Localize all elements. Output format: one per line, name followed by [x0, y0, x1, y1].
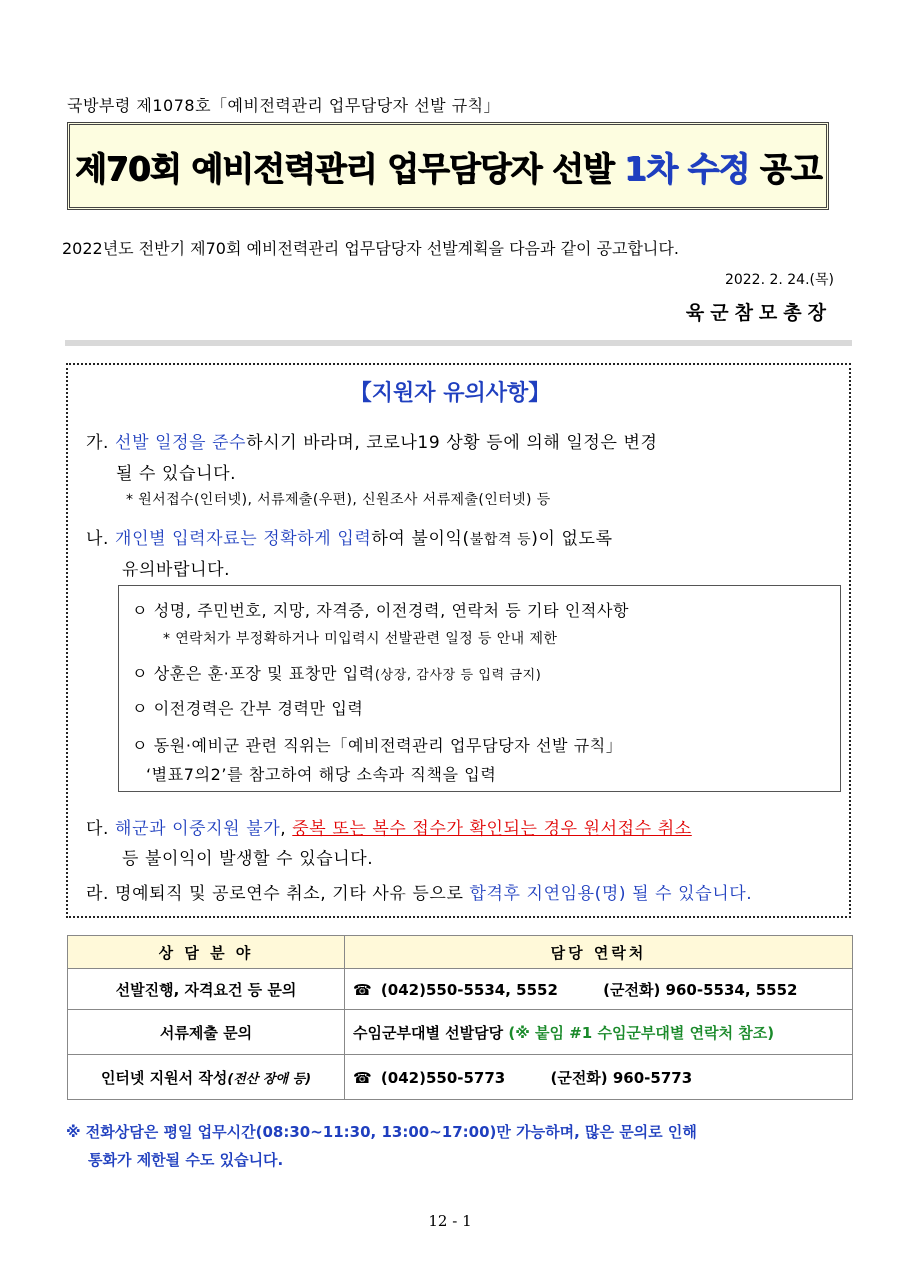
item-text: 명예퇴직 및 공로연수 취소, 기타 사유 등으로: [115, 884, 470, 904]
table-header-row: [68, 936, 853, 969]
guideline-item-cont: ‘별표7의2’를 참고하여 해당 소속과 직책을 입력: [146, 765, 497, 784]
category-cell: 선발진행, 자격요건 등 문의: [68, 969, 345, 1010]
notice-item-ga-cont: 될 수 있습니다.: [116, 464, 237, 484]
item-marker: 라.: [86, 884, 110, 904]
military-phone: (군전화) 960-5773: [550, 1068, 693, 1087]
item-marker: 가.: [86, 433, 110, 453]
notice-title: 【지원자 유의사항】: [349, 381, 551, 406]
item-highlight: 선발 일정을 준수: [115, 433, 247, 453]
page-title: [75, 143, 821, 190]
notice-item-da: [86, 814, 692, 839]
contact-table: [67, 935, 853, 1100]
footnote: [66, 1118, 697, 1174]
table-header: 담당 연락처: [345, 936, 853, 969]
guideline-item: ㅇ 이전경력은 간부 경력만 입력: [132, 699, 364, 718]
contact-cell: [345, 969, 853, 1010]
contact-phone: (042)550-5534, 5552: [380, 980, 558, 999]
footnote-line: ※ 전화상담은 평일 업무시간(08:30~11:30, 13:00~17:00)만 가능하며, 많은 문의로 인해: [66, 1123, 697, 1141]
category-text: 인터넷 지원서 작성: [100, 1068, 228, 1087]
phone-icon: ☎: [353, 980, 372, 999]
title-main: 제70회 예비전력관리 업무담당자 선발: [74, 148, 624, 188]
regulation-reference: 국방부령 제1078호「예비전력관리 업무담당자 선발 규칙」: [67, 96, 501, 115]
notice-item-ga-note: * 원서접수(인터넷), 서류제출(우편), 신원조사 서류제출(인터넷) 등: [126, 492, 551, 508]
title-suffix: 공고: [748, 148, 822, 188]
notice-item-na-cont: 유의바랍니다.: [122, 560, 231, 580]
item-text: 하여 불이익(: [371, 529, 470, 549]
notice-item-na: [86, 524, 613, 549]
divider: [65, 340, 852, 346]
item-highlight: 해군과 이중지원 불가: [115, 819, 281, 839]
notice-item-ga: [86, 428, 658, 453]
item-warning: 중복 또는 복수 접수가 확인되는 경우 원서접수 취소: [292, 819, 692, 839]
contact-text: 수임군부대별 선발담당: [353, 1023, 509, 1042]
notice-item-da-cont: 등 불이익이 발생할 수 있습니다.: [122, 849, 374, 869]
category-note: (전산 장애 등): [227, 1071, 312, 1087]
reference-note: (※ 붙임 #1 수임군부대별 연락처 참조): [508, 1023, 775, 1042]
contact-cell: [345, 1010, 853, 1055]
announcement-date: 2022. 2. 24.(목): [724, 272, 834, 288]
item-highlight: 개인별 입력자료는 정확하게 입력: [115, 529, 372, 549]
item-marker: 나.: [86, 529, 110, 549]
contact-cell: [345, 1055, 853, 1100]
item-comma: ,: [280, 819, 293, 839]
guideline-item: [132, 661, 541, 684]
footnote-line: 통화가 제한될 수도 있습니다.: [88, 1151, 284, 1169]
notice-item-ra: [86, 879, 752, 904]
military-phone: (군전화) 960-5534, 5552: [603, 980, 798, 999]
item-text-small: 불합격 등: [469, 532, 532, 548]
table-row: [68, 1010, 853, 1055]
table-row: [68, 969, 853, 1010]
intro-text: 2022년도 전반기 제70회 예비전력관리 업무담당자 선발계획을 다음과 같이 공고합니다.: [62, 239, 679, 258]
guideline-item: ㅇ 성명, 주민번호, 지망, 자격증, 이전경력, 연락처 등 기타 인적사항: [132, 601, 630, 620]
item-marker: 다.: [86, 819, 110, 839]
guideline-note: * 연락처가 부정확하거나 미입력시 선발관련 일정 등 안내 제한: [163, 631, 558, 647]
page-number: 12 - 1: [428, 1212, 472, 1230]
category-cell: [68, 1055, 345, 1100]
guideline-small: (상장, 감사장 등 입력 금지): [374, 668, 542, 683]
table-header: 상 담 분 야: [68, 936, 345, 969]
phone-icon: ☎: [353, 1068, 372, 1087]
signer: 육군참모총장: [685, 302, 832, 324]
contact-phone: (042)550-5773: [380, 1068, 506, 1087]
item-text-end: )이 없도록: [531, 529, 613, 549]
title-revision: 1차 수정: [623, 148, 749, 188]
table-row: [68, 1055, 853, 1100]
item-highlight: 합격후 지연임용(명) 될 수 있습니다.: [469, 884, 753, 904]
guideline-item: ㅇ 동원·예비군 관련 직위는「예비전력관리 업무담당자 선발 규칙」: [132, 736, 623, 755]
title-box: [67, 122, 829, 210]
item-text: 하시기 바라며, 코로나19 상황 등에 의해 일정은 변경: [246, 433, 658, 453]
guideline-text: ㅇ 상훈은 훈·포장 및 표창만 입력: [132, 664, 375, 683]
category-cell: 서류제출 문의: [68, 1010, 345, 1055]
